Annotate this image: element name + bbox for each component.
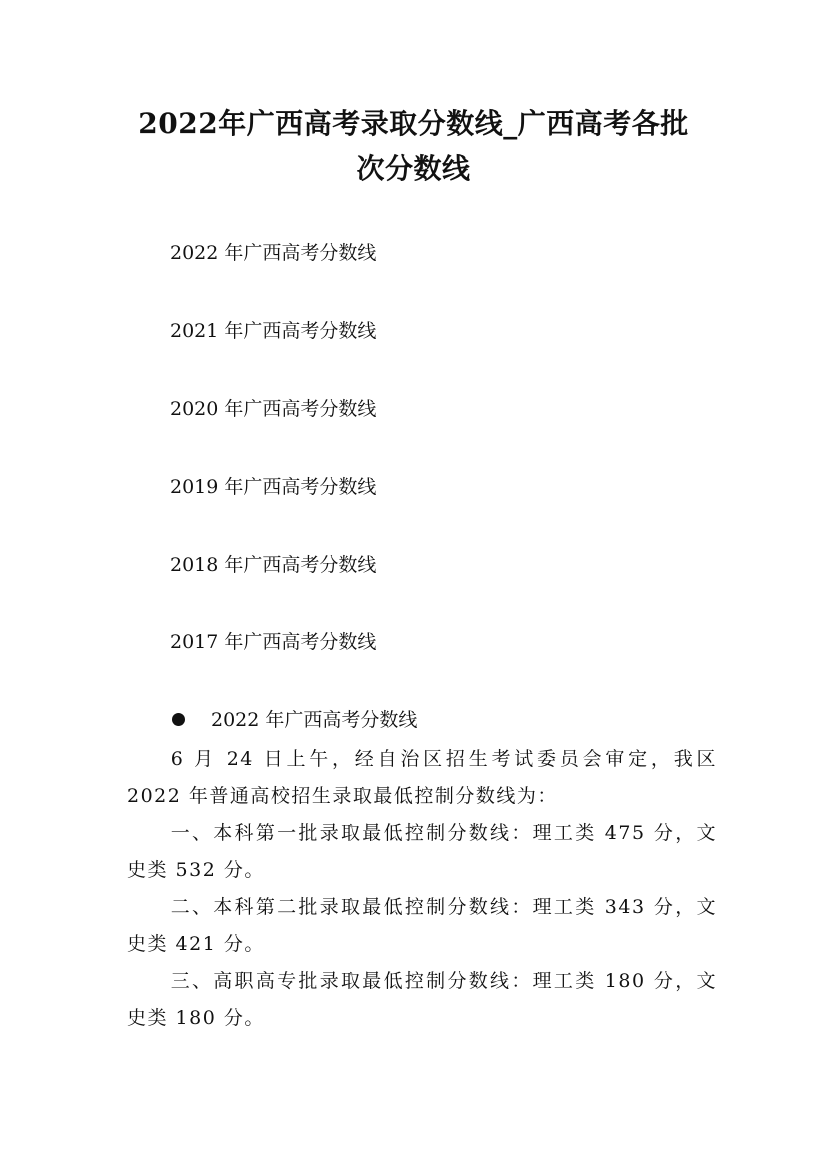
section-heading-text: 2022 年广西高考分数线 <box>211 709 418 731</box>
toc-item-2019[interactable]: 2019 年广西高考分数线 <box>170 476 377 498</box>
section-body <box>127 741 717 1037</box>
toc-item-2017[interactable]: 2017 年广西高考分数线 <box>170 631 377 653</box>
paragraph-batch-2: 二、本科第二批录取最低控制分数线：理工类 343 分，文史类 421 分。 <box>127 896 717 955</box>
bullet-icon <box>172 713 185 726</box>
document-title-line-1: 2022年广西高考录取分数线_广西高考各批 <box>138 107 689 140</box>
document-title-line-2: 次分数线 <box>356 152 471 185</box>
toc-item-2021[interactable]: 2021 年广西高考分数线 <box>170 320 377 342</box>
toc-item-2018[interactable]: 2018 年广西高考分数线 <box>170 554 377 576</box>
paragraph-batch-3: 三、高职高专批录取最低控制分数线：理工类 180 分，文史类 180 分。 <box>127 970 717 1029</box>
paragraph-intro: 6 月 24 日上午，经自治区招生考试委员会审定，我区 2022 年普通高校招生录取最低控制分数线为： <box>127 748 717 807</box>
section-heading <box>172 707 417 733</box>
toc-item-2020[interactable]: 2020 年广西高考分数线 <box>170 398 377 420</box>
paragraph-batch-1: 一、本科第一批录取最低控制分数线：理工类 475 分，文史类 532 分。 <box>127 822 717 881</box>
toc-item-2022[interactable]: 2022 年广西高考分数线 <box>170 242 377 264</box>
